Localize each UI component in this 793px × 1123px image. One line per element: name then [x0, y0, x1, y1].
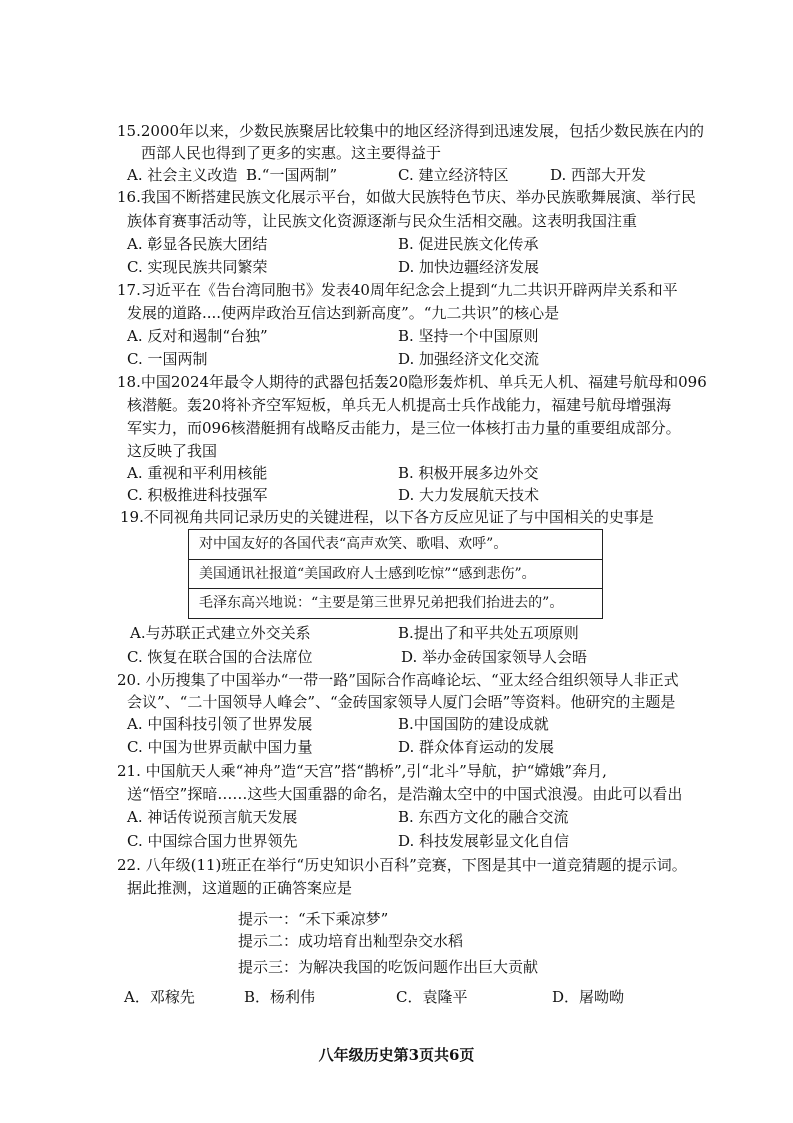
q22-stem-line2: 据此推测，这道题的正确答案应是: [127, 879, 353, 897]
q22-option-b: B．杨利伟: [244, 988, 316, 1006]
q22-hint-2: 提示二：成功培育出籼型杂交水稻: [238, 932, 464, 950]
q21-option-b: B. 东西方文化的融合交流: [398, 808, 569, 826]
q18-stem-line1: 18.中国2024年最令人期待的武器包括轰20隐形轰炸机、单兵无人机、福建号航母和096: [117, 373, 707, 391]
q15-option-a: A. 社会主义改造: [127, 166, 238, 184]
q19-option-a: A.与苏联正式建立外交关系: [130, 624, 311, 642]
q19-option-d: D. 举办金砖国家领导人会晤: [401, 648, 588, 666]
q19-quote-3: 毛泽东高兴地说：“主要是第三世界兄弟把我们抬进去的”。: [189, 588, 602, 617]
q20-stem-line2: 会议”、“二十国领导人峰会”、“金砖国家领导人厦门会晤”等资料。他研究的主题是: [127, 693, 676, 711]
q17-stem-line1: 17.习近平在《告台湾同胞书》发表40周年纪念会上提到“九二共识开辟两岸关系和平: [117, 281, 678, 299]
q17-option-a: A. 反对和遏制“台独”: [127, 327, 268, 345]
q16-option-b: B. 促进民族文化传承: [398, 235, 539, 253]
q18-option-c: C. 积极推进科技强军: [127, 486, 268, 504]
q22-option-d: D．屠呦呦: [552, 988, 625, 1006]
q16-stem-line2: 族体育赛事活动等，让民族文化资源逐渐与民众生活相交融。这表明我国注重: [127, 212, 638, 230]
q19-quote-table: [188, 529, 603, 619]
q17-stem-line2: 发展的道路....使两岸政治互信达到新高度”。“九二共识”的核心是: [127, 304, 560, 322]
q17-option-d: D. 加强经济文化交流: [398, 350, 540, 368]
q21-option-c: C. 中国综合国力世界领先: [127, 832, 298, 850]
q15-stem-line1: 15.2000年以来，少数民族聚居比较集中的地区经济得到迅速发展，包括少数民族在内的: [117, 122, 705, 140]
q18-stem-line3: 军实力，而096核潜艇拥有战略反击能力，是三位一体核打击力量的重要组成部分。: [127, 419, 681, 437]
q21-option-d: D. 科技发展彰显文化自信: [398, 832, 570, 850]
q18-option-d: D. 大力发展航天技术: [398, 486, 540, 504]
q16-stem-line1: 16.我国不断搭建民族文化展示平台，如做大民族特色节庆、举办民族歌舞展演、举行民: [117, 188, 696, 206]
q22-hint-1: 提示一：“禾下乘凉梦”: [238, 910, 389, 928]
q22-hint-3: 提示三：为解决我国的吃饭问题作出巨大贡献: [238, 958, 539, 976]
q22-option-a: A．邓稼先: [124, 988, 195, 1006]
q19-quote-1: 对中国友好的各国代表“高声欢笑、歌唱、欢呼”。: [199, 536, 508, 552]
q19-option-c: C. 恢复在联合国的合法席位: [127, 648, 313, 666]
q19-quote-2: 美国通讯社报道“美国政府人士感到吃惊”“感到悲伤”。: [189, 559, 602, 588]
q20-stem-line1: 20. 小历搜集了中国举办“一带一路”国际合作高峰论坛、“亚太经合组织领导人非正式: [117, 671, 679, 689]
q21-option-a: A. 神话传说预言航天发展: [127, 808, 298, 826]
q15-stem-line2: 西部人民也得到了更多的实惠。这主要得益于: [141, 144, 442, 162]
page-footer: 八年级历史第3页共6页: [318, 1046, 475, 1064]
q18-stem-line4: 这反映了我国: [127, 442, 218, 460]
q20-option-b: B.中国国防的建设成就: [398, 715, 549, 733]
q15-option-c: C. 建立经济特区: [398, 166, 509, 184]
q18-stem-line2: 核潜艇。轰20将补齐空军短板，单兵无人机提高士兵作战能力，福建号航母增强海: [127, 396, 672, 414]
q17-option-c: C. 一国两制: [127, 350, 208, 368]
q18-option-a: A. 重视和平利用核能: [127, 464, 268, 482]
q16-option-c: C. 实现民族共同繁荣: [127, 258, 268, 276]
q15-option-d: D. 西部大开发: [550, 166, 647, 184]
q20-option-d: D. 群众体育运动的发展: [398, 738, 555, 756]
q21-stem-line1: 21. 中国航天人乘“神舟”造“天宫”搭“鹊桥”,引“北斗”导航，护“嫦娥”奔月,: [117, 762, 607, 780]
q20-option-c: C. 中国为世界贡献中国力量: [127, 738, 313, 756]
q18-option-b: B. 积极开展多边外交: [398, 464, 539, 482]
q21-stem-line2: 送“悟空”探暗……这些大国重器的命名，是浩瀚太空中的中国式浪漫。由此可以看出: [127, 785, 683, 803]
q22-option-c: C．袁隆平: [396, 988, 468, 1006]
q19-option-b: B.提出了和平共处五项原则: [398, 624, 579, 642]
q15-option-b: B.“一国两制”: [246, 166, 338, 184]
q20-option-a: A. 中国科技引领了世界发展: [127, 715, 313, 733]
q19-stem-line1: 19.不同视角共同记录历史的关键进程，以下各方反应见证了与中国相关的史事是: [120, 508, 654, 526]
q17-option-b: B. 坚持一个中国原则: [398, 327, 539, 345]
q16-option-d: D. 加快边疆经济发展: [398, 258, 540, 276]
q22-stem-line1: 22. 八年级(11)班正在举行“历史知识小百科”竞赛，下图是其中一道竞猜题的提示词。: [117, 856, 687, 874]
q16-option-a: A. 彰显各民族大团结: [127, 235, 268, 253]
